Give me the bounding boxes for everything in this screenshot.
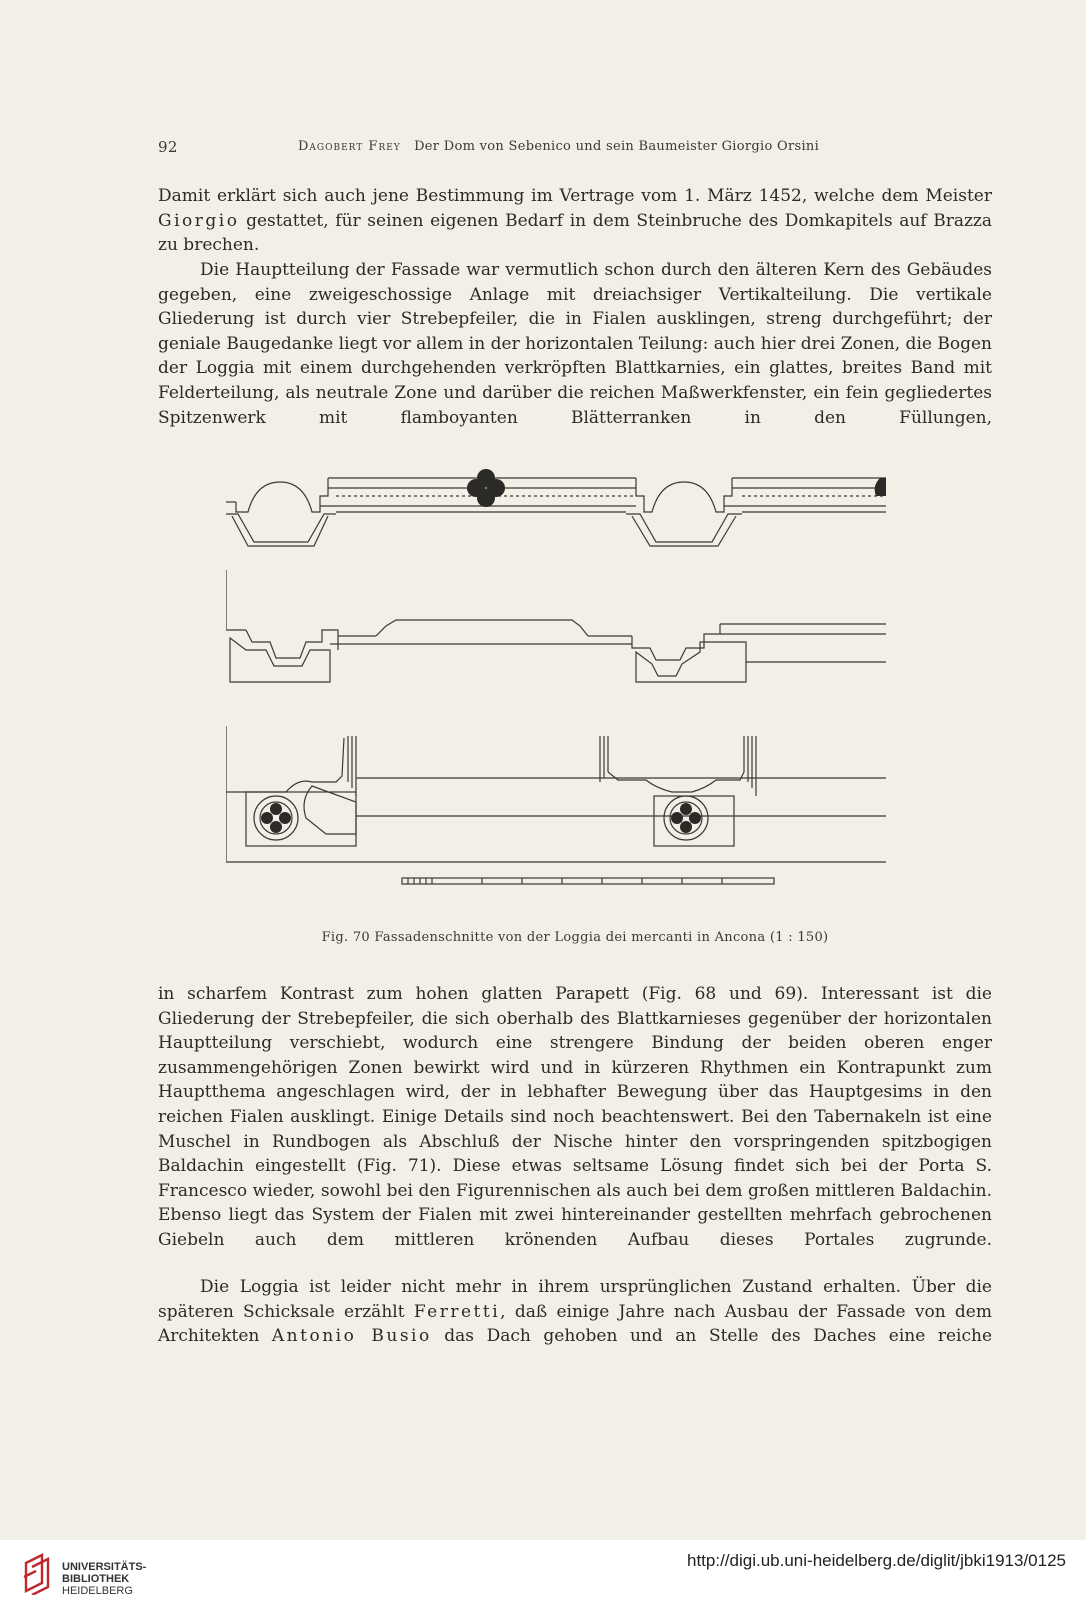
figure-70-section-drawing	[226, 466, 926, 926]
library-logo-icon	[22, 1553, 54, 1595]
paragraph-3: in scharfem Kontrast zum hohen glatten Parapett (Fig. 68 und 69). Interessant ist die Gliederung der Strebepfeiler, die sich oberhalb des Blattkarnieses gegenüber der horizontalen Hauptteilung verschiebt, wodurch eine strengere Bindung der beiden oberen enger zusammengehörigen Zonen bewirkt wird und in kürzeren Rhythmen ein Kontrapunkt zum Hauptthema angeschlagen wird, der in lebhafter Bewegung über das Hauptgesims in den reichen Fialen ausklingt. Einige Details sind noch beachtenswert. Bei den Tabernakeln ist eine Muschel in Rundbogen als Abschluß der Nische hinter den vorspringenden spitzbogigen Baldachin eingestellt (Fig. 71). Diese etwas seltsame Lösung findet sich bei der Porta S. Francesco wieder, sowohl bei den Figurennischen als auch bei dem großen mittleren Baldachin. Ebenso liegt das System der Fialen mit zwei hintereinander gestellten mehrfach gebrochenen Giebeln auch dem mittleren krönenden Aufbau dieses Portales zugrunde.	[158, 984, 992, 1250]
p4-name-busio: Antonio Busio	[271, 1326, 432, 1347]
p1-text-a: Damit erklärt sich auch jene Bestimmung im Vertrage vom 1. März 1452, welche dem Meister	[158, 186, 992, 206]
p1-name-giorgio: Giorgio	[158, 210, 240, 231]
library-line-1: UNIVERSITÄTS-	[62, 1561, 147, 1573]
section-top	[226, 478, 886, 546]
p4-text-c: das Dach gehoben und an Stelle des Daches eine reiche	[431, 1326, 992, 1347]
figure-caption: Fig. 70 Fassadenschnitte von der Loggia dei mercanti in Ancona (1 : 150)	[321, 930, 829, 945]
running-title	[298, 139, 819, 154]
section-middle	[226, 570, 886, 682]
header-title: Der Dom von Sebenico und sein Baumeister Giorgio Orsini	[414, 139, 820, 154]
section-bottom	[226, 726, 886, 862]
p4-name-ferretti: Ferretti	[413, 1301, 501, 1322]
paragraph-4	[158, 1275, 992, 1349]
p4-text-b: , daß einige Jahre nach Ausbau der Fassade von dem Architekten	[158, 1301, 992, 1347]
paragraph-2: Die Hauptteilung der Fassade war vermutlich schon durch den älteren Kern des Gebäudes gegeben, eine zweigeschossige Anlage mit dreiachsiger Vertikalteilung. Die vertikale Gliederung ist durch vier Strebepfeiler, die in Fialen ausklingen, streng durchgeführt; der geniale Baugedanke liegt vor allem in der horizontalen Teilung: auch hier drei Zonen, die Bogen der Loggia mit einem durchgehenden verkröpften Blattkarnies, ein glattes, breites Band mit Felderteilung, als neutrale Zone und darüber die reichen Maßwerkfenster, ein fein gegliedertes Spitzenwerk mit flamboyanten Blätterranken in den Füllungen,	[158, 260, 992, 428]
p1-text-b: gestattet, für seinen eigenen Bedarf in dem Steinbruche des Domkapitels auf Brazza zu brechen.	[158, 210, 992, 256]
paragraph-1	[158, 184, 992, 258]
library-name	[62, 1561, 146, 1597]
library-line-3: HEIDELBERG	[62, 1585, 133, 1597]
page-number: 92	[158, 138, 178, 156]
quatrefoil-ornaments-bottom	[261, 803, 701, 833]
p4-text-a: Die Loggia ist leider nicht mehr in ihrem ursprünglichen Zustand erhalten. Über die späteren Schicksale erzählt	[158, 1277, 992, 1322]
source-url-link[interactable]: http://digi.ub.uni-heidelberg.de/diglit/jbki1913/0125	[687, 1551, 1066, 1570]
header-author: Dagobert Frey	[298, 139, 401, 154]
scale-bar	[402, 878, 774, 884]
library-line-2: BIBLIOTHEK	[62, 1573, 130, 1585]
